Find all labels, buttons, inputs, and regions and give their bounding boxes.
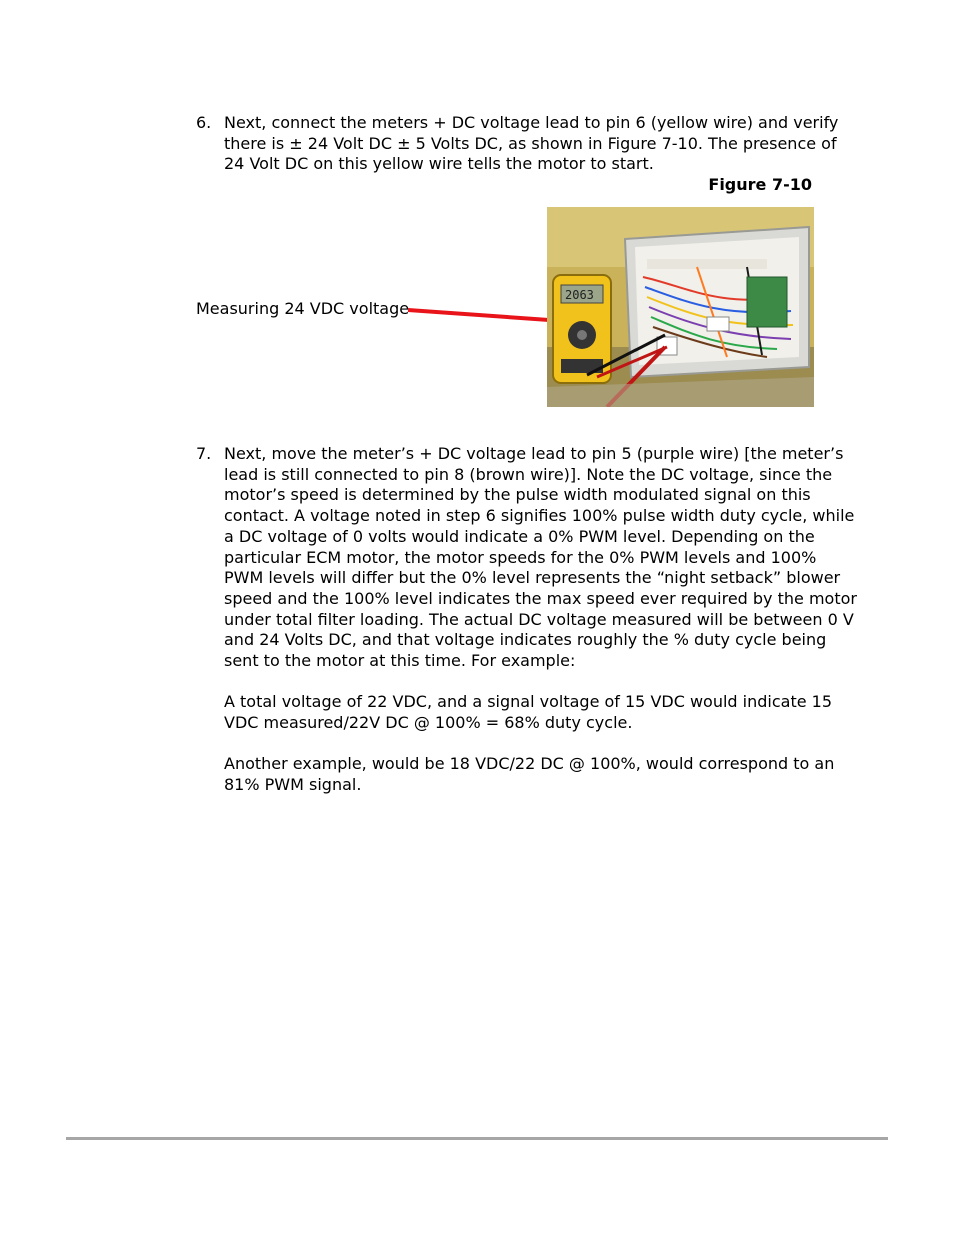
photo-illustration: [547, 207, 814, 407]
step-text: Next, move the meter’s + DC voltage lead to pin 5 (purple wire) [the meter’s lead is still connected to pin 8 (brown wire)]. Note the DC voltage, since the motor’s speed is determined by the pulse width modulated signal on this contact. A voltage noted in step 6 signifies 100% pulse width duty cycle, while a DC voltage of 0 volts would indicate a 0% PWM level. Depending on the particular ECM motor, the motor speeds for the 0% PWM levels and 100% PWM levels will differ but the 0% level represents the “night setback” blower speed and the 100% level indicates the max speed ever required by the motor under total filter loading. The actual DC voltage measured will be between 0 V and 24 Volts DC, and that voltage indicates roughly the % duty cycle being sent to the motor at this time. For example:: [224, 444, 857, 671]
step-number: 6.: [196, 113, 212, 132]
example-1: A total voltage of 22 VDC, and a signal voltage of 15 VDC would indicate 15 VDC measured/22V DC @ 100% = 68% duty cycle.: [224, 692, 833, 732]
step-text: Next, connect the meters + DC voltage lead to pin 6 (yellow wire) and verify there is ± 24 Volt DC ± 5 Volts DC, as shown in Figure 7-10. The presence of 24 Volt DC on this yellow wire tells the motor to start.: [224, 113, 839, 174]
step-number: 7.: [196, 444, 212, 463]
step-7: [196, 444, 858, 672]
figure-photo: [547, 207, 814, 407]
figure-title: Figure 7-10: [708, 175, 812, 194]
footer-rule: [66, 1137, 888, 1140]
meter-readout: 2063: [565, 288, 594, 302]
figure-callout: Measuring 24 VDC voltage: [196, 299, 410, 318]
example-2: Another example, would be 18 VDC/22 DC @ 100%, would correspond to an 81% PWM signal.: [224, 754, 835, 794]
